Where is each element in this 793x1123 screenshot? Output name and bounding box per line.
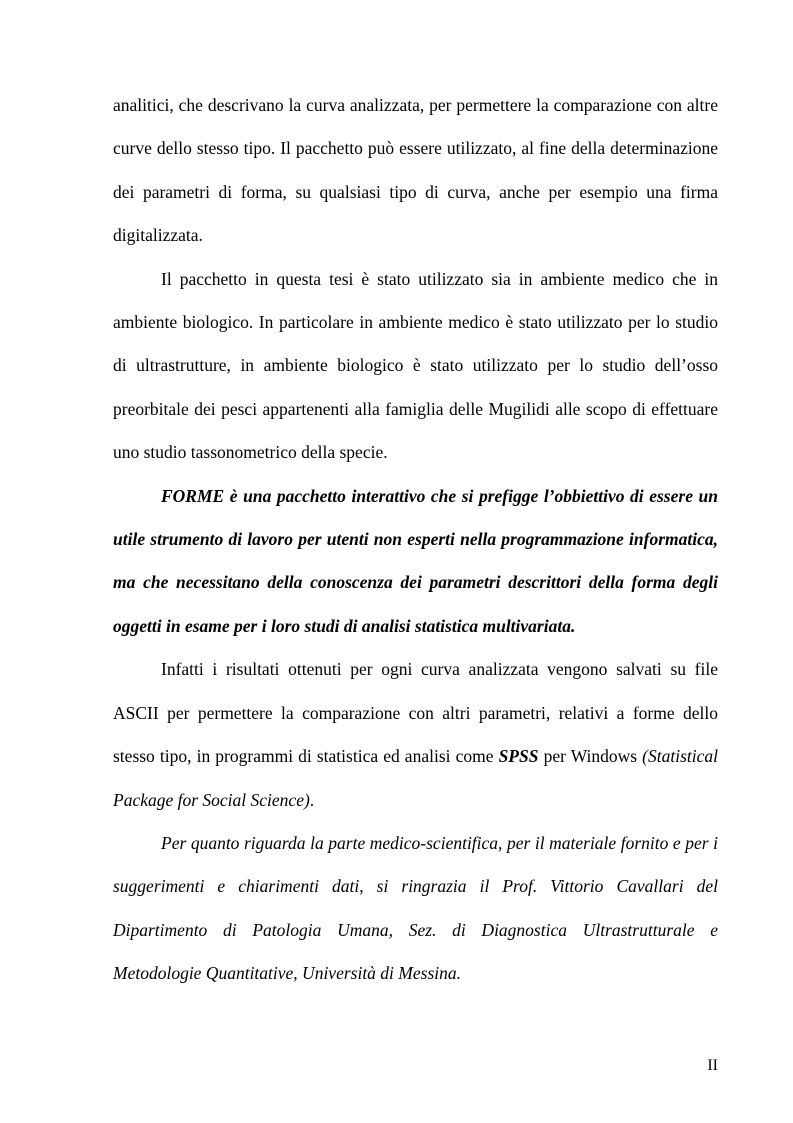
results-text-after: .	[309, 789, 315, 810]
paragraph-usage: Il pacchetto in questa tesi è stato utilizzato sia in ambiente medico che in ambiente biologico. In particolare in ambiente medico è stato utilizzato per lo studio di ultrastrutture, in ambiente biologico è stato utilizzato per lo studio dell’osso preorbitale dei pesci appartenenti alla famiglia delle Mugilidi alle scopo di effettuare uno studio tassonometrico della specie.	[113, 268, 718, 463]
paragraph-forme-description: FORME è una pacchetto interattivo che si prefigge l’obbiettivo di essere un utile strumento di lavoro per utenti non esperti nella programmazione informatica, ma che necessitano della conoscenza dei parametri descrittori della forma degli oggetti in esame per i loro studi di analisi statistica multivariata.	[113, 485, 718, 636]
body-text	[113, 84, 718, 996]
results-text-middle: per Windows	[538, 746, 643, 767]
spss-full-name: (Statistical Package for Social Science)	[113, 746, 718, 810]
page-number: II	[707, 1057, 718, 1074]
paragraph-acknowledgements: Per quanto riguarda la parte medico-scientifica, per il materiale fornito e per i suggerimenti e chiarimenti dati, si ringrazia il Prof. Vittorio Cavallari del Dipartimento di Patologia Umana, Sez. di Diagnostica Ultrastrutturale e Metodologie Quantitative, Università di Messina.	[113, 832, 718, 984]
results-text-before: Infatti i risultati ottenuti per ogni curva analizzata vengono salvati su file ASCII per permettere la comparazione con altri parametri, relativi a forme dello stesso tipo, in programmi di statistica ed analisi come	[113, 659, 718, 767]
paragraph-results	[113, 648, 718, 822]
spss-name: SPSS	[498, 746, 539, 767]
paragraph-continuation: analitici, che descrivano la curva analizzata, per permettere la comparazione con altre curve dello stesso tipo. Il pacchetto può essere utilizzato, al fine della determinazione dei parametri di forma, su qualsiasi tipo di curva, anche per esempio una firma digitalizzata.	[113, 95, 718, 246]
